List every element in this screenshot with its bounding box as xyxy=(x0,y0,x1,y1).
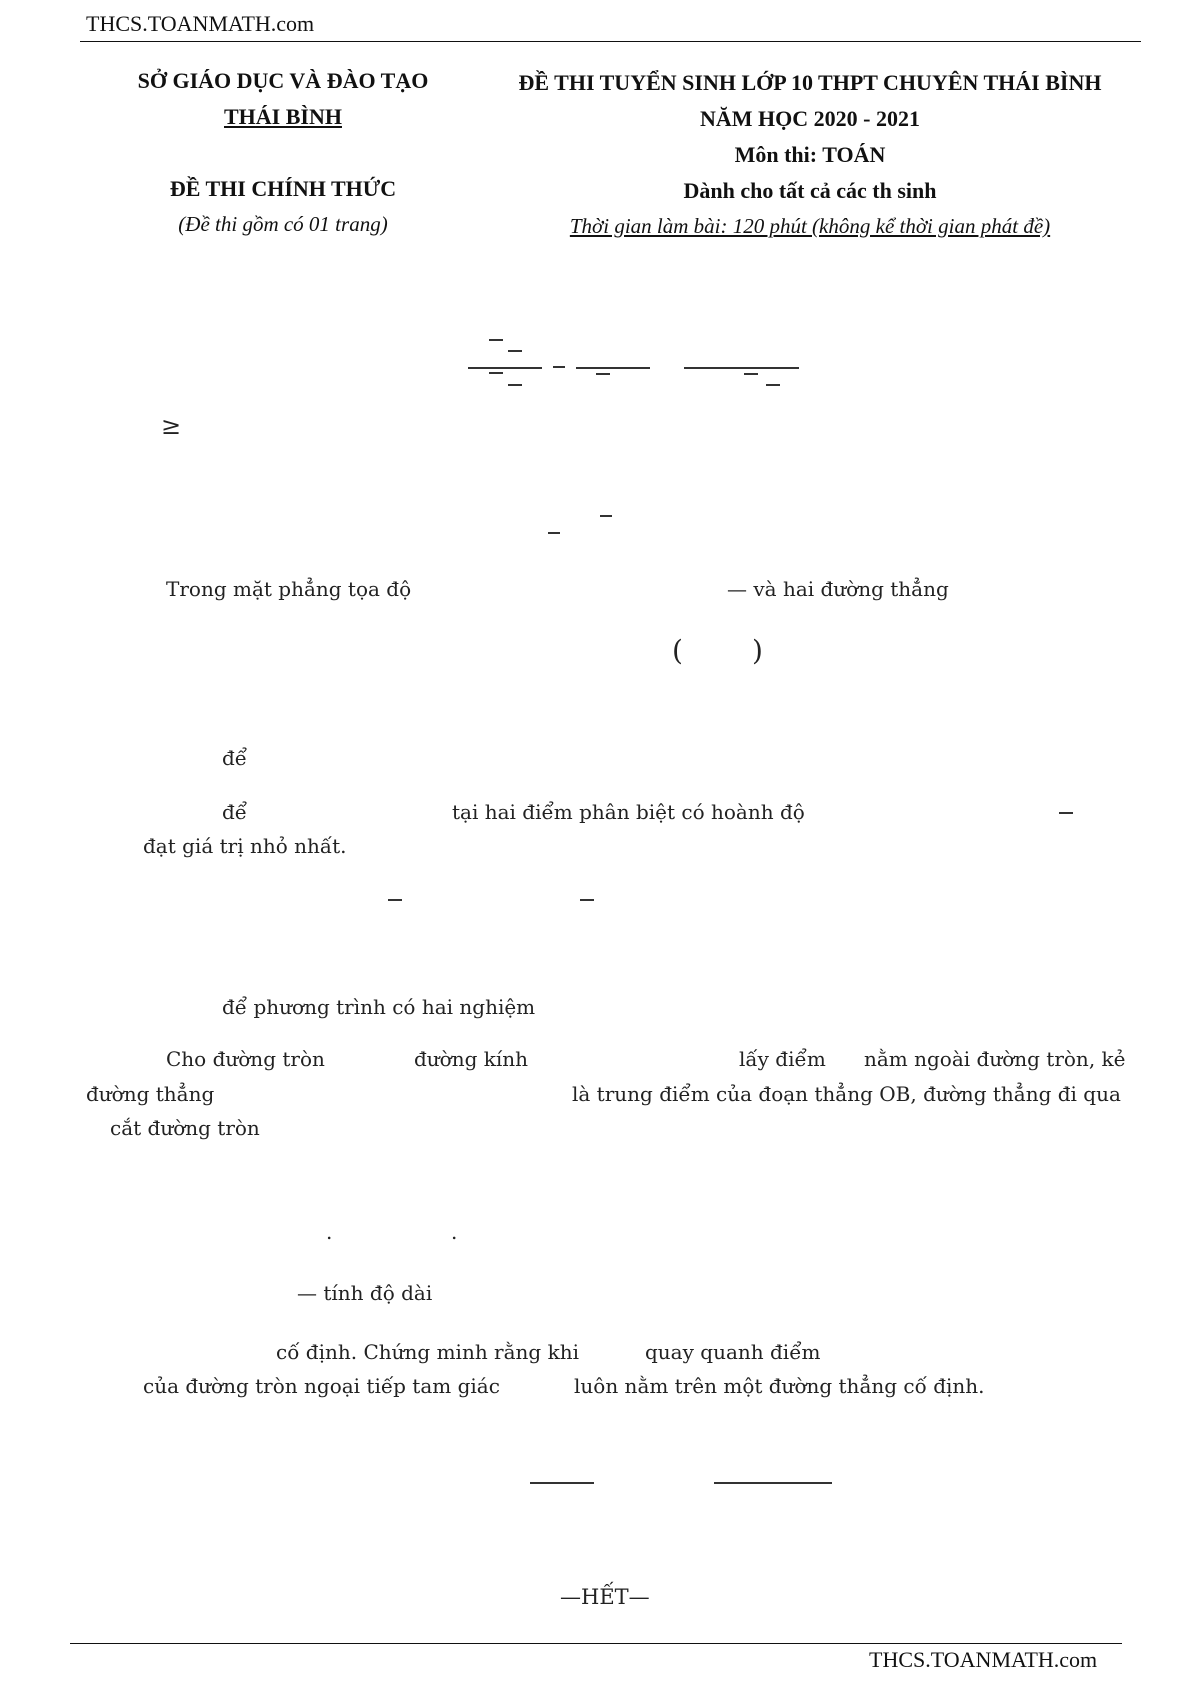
page-count-note: (Đề thi gồm có 01 trang) xyxy=(178,212,388,236)
province-name: THÁI BÌNH xyxy=(224,104,342,129)
formula-fraction-bar xyxy=(684,367,799,369)
official-exam-label: ĐỀ THI CHÍNH THỨC xyxy=(169,176,397,201)
two-roots-text: để phương trình có hai nghiệm xyxy=(222,995,536,1019)
midpoint-text: là trung điểm của đoạn thẳng OB, đường thẳng đi qua xyxy=(572,1082,1121,1106)
circle-intro: Cho đường tròn xyxy=(166,1047,325,1071)
formula-dash xyxy=(489,339,503,341)
paren-open: ( xyxy=(672,634,683,667)
dot-mark: . xyxy=(451,1220,458,1244)
two-points-text: tại hai điểm phân biệt có hoành độ xyxy=(452,800,805,824)
footer-rule xyxy=(70,1643,1122,1644)
line-word: đường thẳng xyxy=(86,1082,215,1106)
coord-plane-tail: — và hai đường thẳng xyxy=(727,577,949,601)
time-note: Thời gian làm bài: 120 phút (không kể thời gian phát đề) xyxy=(569,214,1051,238)
circumcircle-text: của đường tròn ngoại tiếp tam giác xyxy=(143,1374,500,1398)
min-value-text: đạt giá trị nhỏ nhất. xyxy=(143,834,347,858)
formula-dash xyxy=(600,515,612,517)
cut-circle-text: cắt đường tròn xyxy=(110,1116,260,1140)
school-year: NĂM HỌC 2020 - 2021 xyxy=(700,106,920,131)
formula-dash xyxy=(596,373,610,375)
formula-fraction-bar xyxy=(714,1482,832,1484)
formula-minus xyxy=(1059,812,1073,814)
header-rule xyxy=(80,41,1141,42)
formula-fraction-bar xyxy=(468,367,542,369)
dot-mark: . xyxy=(326,1220,333,1244)
rotate-text: quay quanh điểm xyxy=(645,1340,821,1364)
fixed-text: cố định. Chứng minh rằng khi xyxy=(276,1340,579,1364)
length-text: — tính độ dài xyxy=(297,1281,433,1305)
formula-fraction-bar xyxy=(530,1482,594,1484)
paren-close: ) xyxy=(752,634,763,667)
formula-dash xyxy=(508,384,522,386)
geq-symbol: ≥ xyxy=(161,412,182,440)
formula-fraction-bar xyxy=(576,367,650,369)
formula-dash xyxy=(548,532,560,534)
diameter-text: đường kính xyxy=(414,1047,529,1071)
department-name: SỞ GIÁO DỤC VÀ ĐÀO TẠO xyxy=(137,68,429,93)
condition-word-1: để xyxy=(222,746,248,770)
coord-plane-intro: Trong mặt phẳng tọa độ xyxy=(166,577,412,601)
formula-dash xyxy=(766,384,780,386)
formula-minus xyxy=(580,899,594,901)
formula-minus xyxy=(553,366,565,368)
condition-word-2: để xyxy=(222,800,248,824)
end-mark: —HẾT— xyxy=(560,1585,650,1609)
formula-dash xyxy=(508,350,522,352)
site-header-text: THCS.TOANMATH.com xyxy=(86,11,315,36)
site-footer-text: THCS.TOANMATH.com xyxy=(869,1647,1098,1672)
take-point-text: lấy điểm xyxy=(739,1047,826,1071)
formula-dash xyxy=(489,372,503,374)
outside-text: nằm ngoài đường tròn, kẻ xyxy=(864,1047,1126,1071)
subject: Môn thi: TOÁN xyxy=(734,142,886,167)
exam-title: ĐỀ THI TUYỂN SINH LỚP 10 THPT CHUYÊN THÁI BÌNH xyxy=(518,70,1102,95)
audience: Dành cho tất cả các th sinh xyxy=(683,178,937,203)
formula-dash xyxy=(744,373,758,375)
fixed-line-text: luôn nằm trên một đường thẳng cố định. xyxy=(574,1374,985,1398)
formula-minus xyxy=(388,899,402,901)
